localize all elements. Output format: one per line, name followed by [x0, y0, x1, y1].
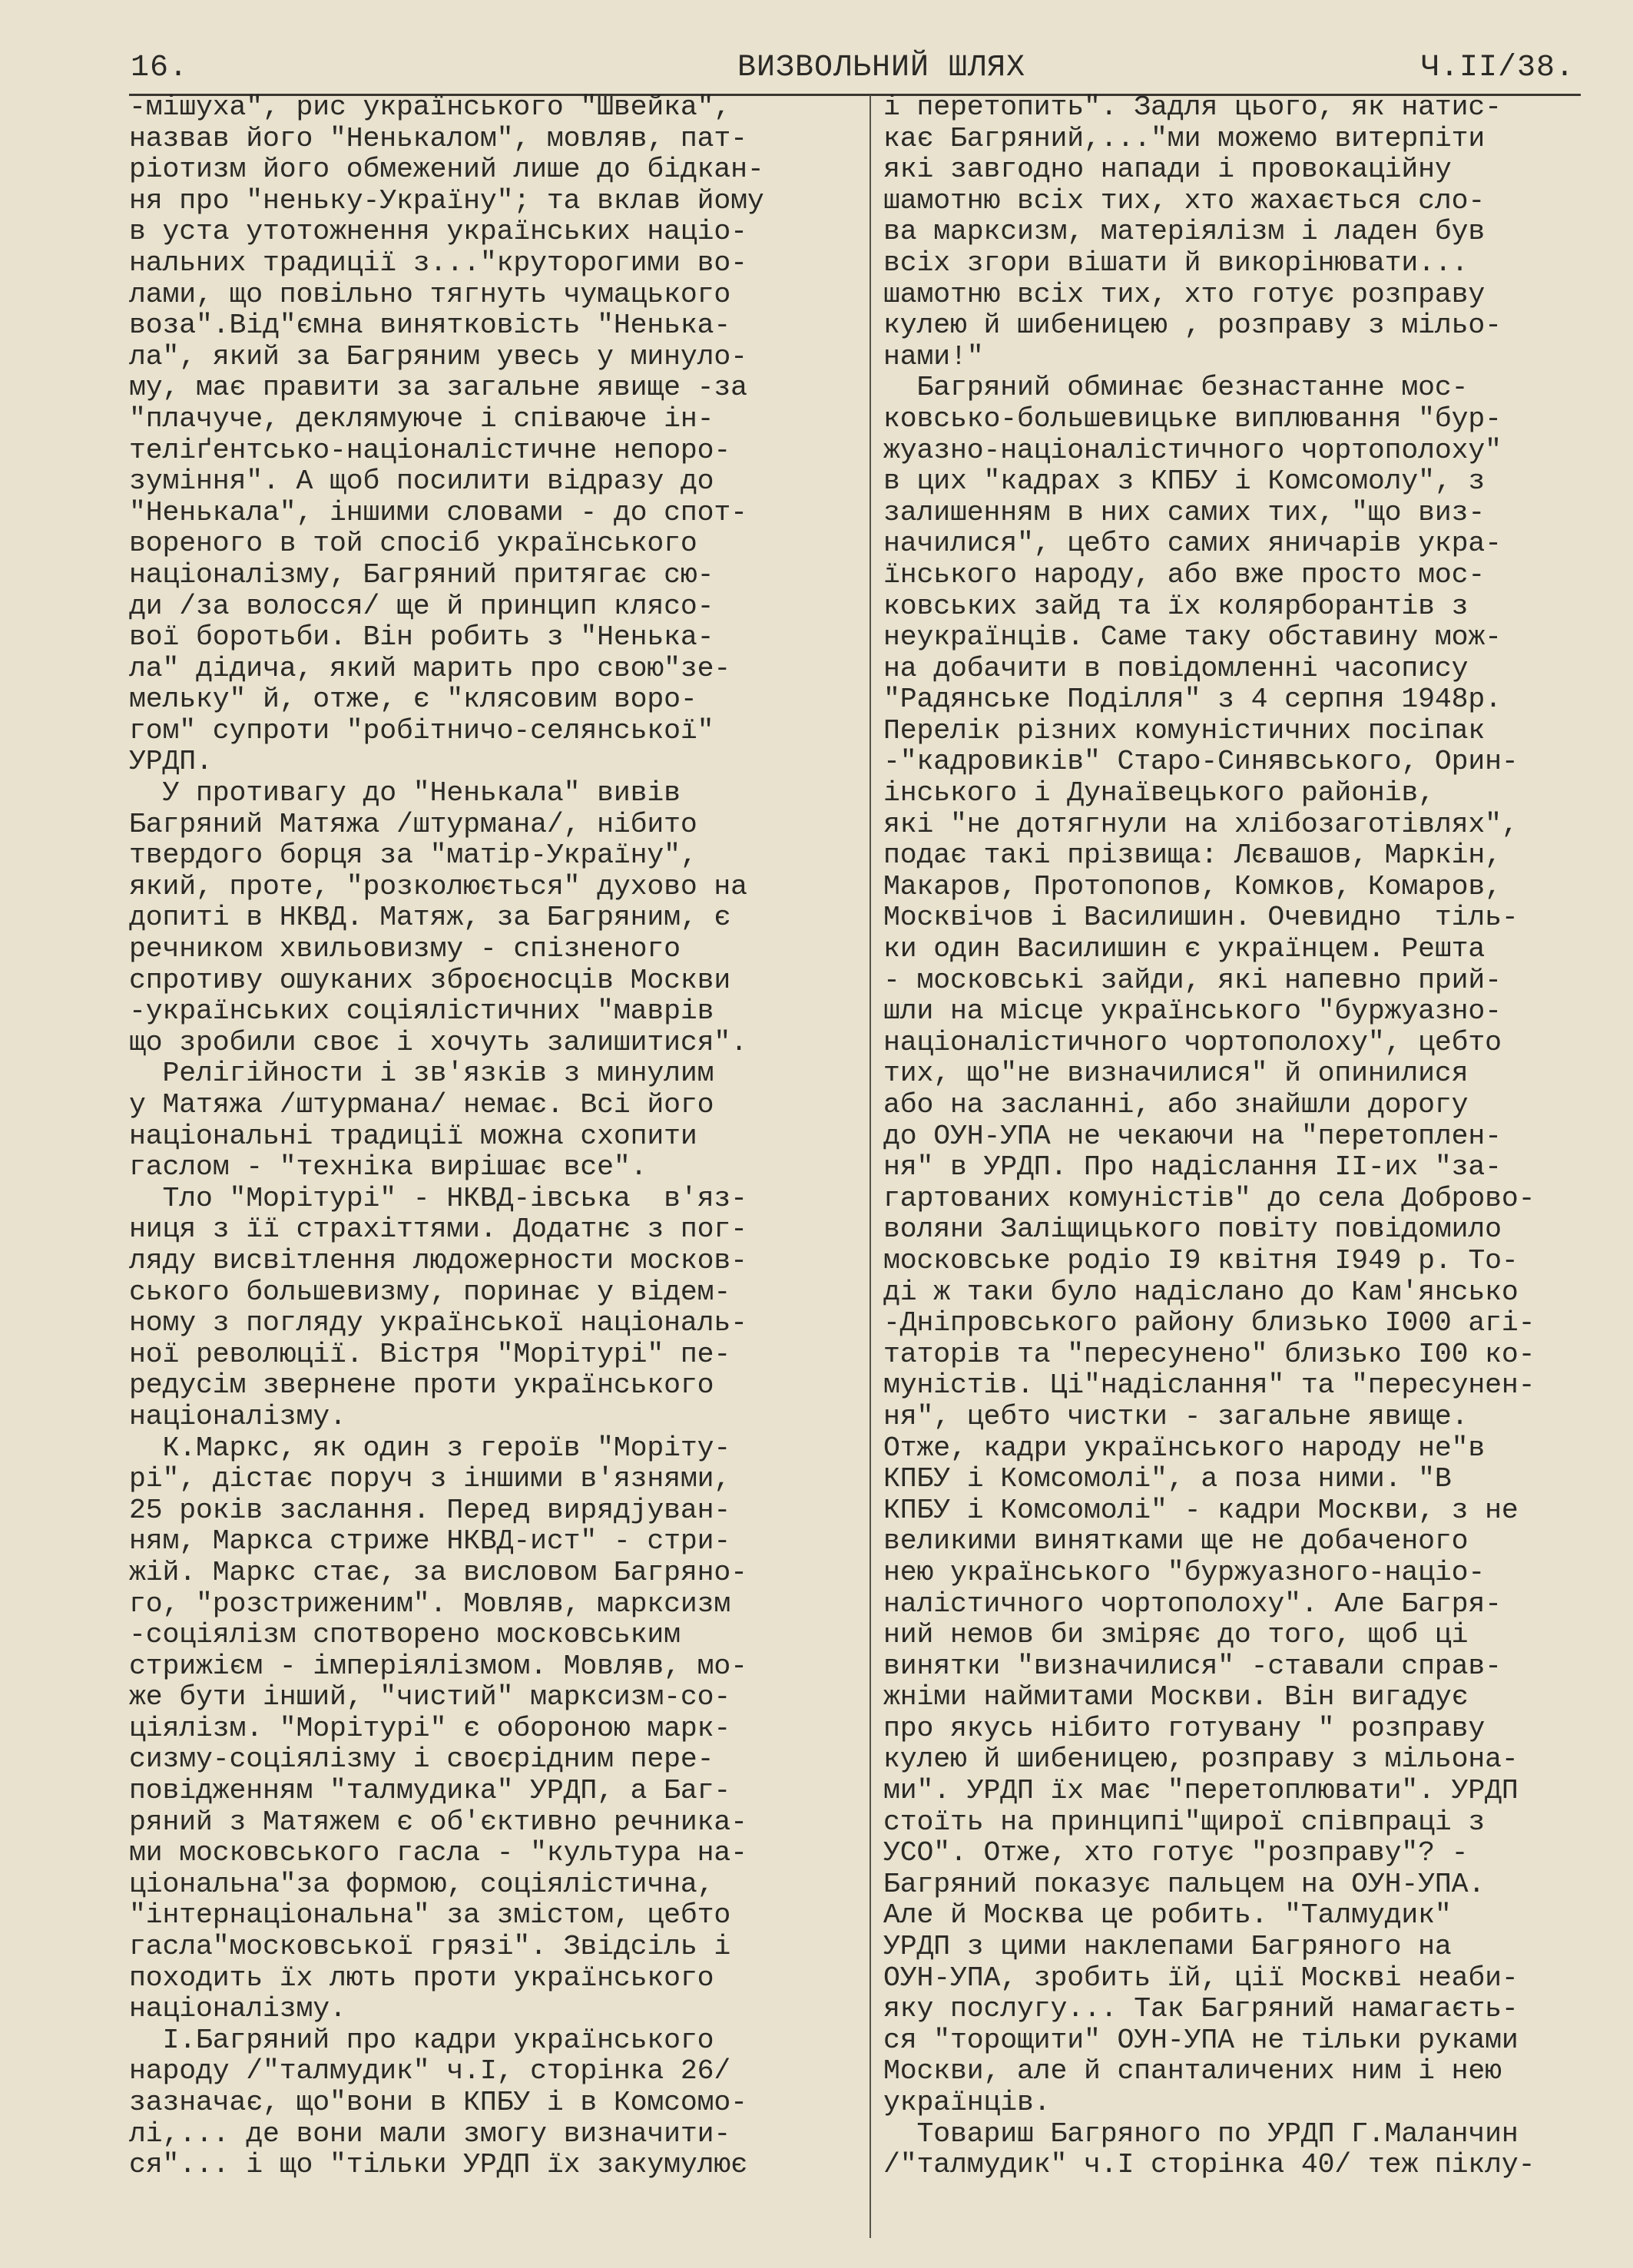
text-line: інського і Дунаївецького районів, — [883, 777, 1435, 810]
text-line: рі", дістає поруч з іншими в'язнями, — [129, 1463, 731, 1495]
text-line: - московські зайди, які напевно прий- — [883, 964, 1502, 996]
text-line: "Ненькала", іншими словами - до спот- — [129, 496, 747, 528]
journal-title: ВИЗВОЛЬНИЙ ШЛЯХ — [737, 51, 1026, 85]
text-line: ського большевизму, поринає у відем- — [129, 1276, 731, 1308]
text-line: подає такі прізвища: Лєвашов, Маркін, — [883, 839, 1502, 872]
text-line: I.Багряний про кадри українського — [129, 2024, 714, 2056]
page-header — [131, 51, 1582, 89]
text-line: Багряний показує пальцем на ОУН-УПА. — [883, 1868, 1486, 1900]
text-line: ний немов би зміряє до того, щоб ці — [883, 1619, 1469, 1651]
text-line: твердого борця за "матір-Україну", — [129, 839, 697, 872]
text-line: Тло "Морітурі" - НКВД-івська в'яз- — [129, 1182, 747, 1214]
text-line: нами!" — [883, 340, 984, 372]
text-line: що зробили своє і хочуть залишитися". — [129, 1026, 747, 1058]
text-line: ціялізм. "Морітурі" є обороною марк- — [129, 1712, 731, 1744]
text-line: лі,... де вони мали змогу визначити- — [129, 2117, 731, 2150]
text-line: "Радянське Поділля" з 4 серпня 1948р. — [883, 684, 1502, 716]
text-line: націоналістичного чортополоху", цебто — [883, 1026, 1502, 1058]
text-line: неукраїнців. Саме таку обставину мож- — [883, 621, 1502, 654]
text-line: -українських соціялістичних "маврів — [129, 995, 714, 1028]
text-line: кулею й шибеницею , розправу з мільо- — [883, 310, 1502, 342]
text-line: Але й Москва це робить. "Талмудик" — [883, 1899, 1452, 1932]
text-line: ної революції. Вістря "Морітурі" пе- — [129, 1338, 731, 1370]
text-line: гартованих комуністів" до села Доброво- — [883, 1182, 1535, 1214]
text-line: ОУН-УПА, зробить їй, ції Москві неаби- — [883, 1962, 1519, 1994]
text-line: нею українського "буржуазного-націо- — [883, 1556, 1486, 1588]
text-line: гасла"московської грязі". Звідсіль і — [129, 1931, 731, 1963]
text-line: сизму-соціялізму і своєрідним пере- — [129, 1743, 714, 1776]
text-line: московське родіо I9 квітня I949 р. То- — [883, 1244, 1519, 1276]
text-line: му, має правити за загальне явище -за — [129, 372, 747, 404]
text-line: налістичного чортополоху". Але Багря- — [883, 1588, 1502, 1620]
text-line: ня" в УРДП. Про надіслання II-их "за- — [883, 1151, 1502, 1184]
text-line: ковських зайд та їх колярборантів з — [883, 590, 1469, 622]
text-line: Багряний обминає безнастанне мос- — [883, 372, 1469, 404]
text-line: таторів та "пересунено" близько I00 ко- — [883, 1338, 1535, 1370]
text-line: редусім звернене проти українського — [129, 1369, 714, 1402]
text-line: вої боротьби. Він робить з "Ненька- — [129, 621, 714, 654]
text-line: тих, що"не визначилися" й опинилися — [883, 1058, 1469, 1090]
text-line: жуазно-націоналістичного чортополоху" — [883, 434, 1502, 466]
text-line: КПБУ і Комсомолі" - кадри Москви, з не — [883, 1494, 1519, 1526]
text-line: ниця з її страхіттями. Додатнє з пог- — [129, 1213, 747, 1246]
text-line: їнського народу, або вже просто мос- — [883, 558, 1486, 591]
text-line: великими винятками ще не добаченого — [883, 1525, 1469, 1558]
text-line: ріотизм його обмежений лише до бідкан- — [129, 154, 764, 186]
text-line: го, "розстриженим". Мовляв, марксизм — [129, 1588, 731, 1620]
text-line: спротиву ошуканих зброєносців Москви — [129, 964, 731, 996]
text-line: залишенням в них самих тих, "що виз- — [883, 496, 1486, 528]
text-line: У противагу до "Ненькала" вивів — [129, 777, 681, 810]
page-number: 16. — [131, 51, 189, 85]
text-line: ва марксизм, матеріялізм і ладен був — [883, 216, 1486, 248]
text-line: УРДП. — [129, 746, 213, 778]
text-line: стрижієм - імперіялізмом. Мовляв, мо- — [129, 1650, 747, 1682]
text-line: -мішуха", рис українського "Швейка", — [129, 91, 731, 123]
text-line: /"талмудик" ч.I сторінка 40/ теж піклу- — [883, 2149, 1535, 2181]
text-line: "плачуче, деклямуюче і співаюче ін- — [129, 402, 714, 435]
text-line: ся "торощити" ОУН-УПА не тільки руками — [883, 2024, 1519, 2056]
text-line: українців. — [883, 2087, 1051, 2118]
text-line: ки один Василишин є українцем. Решта — [883, 933, 1486, 965]
text-line: -соціялізм спотворено московським — [129, 1619, 681, 1651]
text-line: муністів. Ці"надіслання" та "пересунен- — [883, 1369, 1535, 1402]
text-line: -Дніпровського району близько I000 агі- — [883, 1307, 1535, 1339]
text-line: який, проте, "розколюється" духово на — [129, 870, 747, 902]
text-line: Багряний Матяжа /штурмана/, нібито — [129, 808, 697, 840]
text-line: К.Маркс, як один з героїв "Моріту- — [129, 1432, 731, 1464]
left-column — [129, 92, 859, 2181]
text-line: -"кадровиків" Старо-Синявського, Орин- — [883, 746, 1519, 778]
text-line: всіх згори вішати й викорінювати... — [883, 247, 1469, 279]
text-line: зуміння". А щоб посилити відразу до — [129, 465, 714, 498]
text-line: в цих "кадрах з КПБУ і Комсомолу", з — [883, 465, 1486, 498]
text-line: яку послугу... Так Багряний намагаєть- — [883, 1993, 1519, 2025]
text-line: шамотню всіх тих, хто готує розправу — [883, 278, 1486, 310]
text-line: ди /за волосся/ ще й принцип клясо- — [129, 590, 714, 622]
text-line: Отже, кадри українського народу не"в — [883, 1432, 1486, 1464]
text-line: КПБУ і Комсомолі", а поза ними. "В — [883, 1463, 1452, 1495]
text-line: речником хвильовизму - спізненого — [129, 933, 681, 965]
text-line: націоналізму. — [129, 1993, 346, 2025]
text-line: мельку" й, отже, є "клясовим воро- — [129, 684, 697, 716]
text-line: лами, що повільно тягнуть чумацького — [129, 278, 731, 310]
issue-number: Ч.II/38. — [1420, 51, 1575, 85]
text-line: зазначає, що"вони в КПБУ і в Комсомо- — [129, 2087, 747, 2118]
text-line: національні традиції можна схопити — [129, 1120, 697, 1152]
text-line: які "не дотягнули на хлібозаготівлях", — [883, 808, 1519, 840]
text-line: кулею й шибеницею, розправу з мільона- — [883, 1743, 1519, 1776]
text-line: до ОУН-УПА не чекаючи на "перетоплен- — [883, 1120, 1502, 1152]
text-line: стоїть на принципі"щирої співпраці з — [883, 1806, 1486, 1838]
right-column — [883, 92, 1598, 2181]
text-line: воляни Заліщицького повіту повідомило — [883, 1213, 1502, 1246]
text-line: у Матяжа /штурмана/ немає. Всі його — [129, 1089, 714, 1121]
text-line: ковсько-большевицьке виплювання "бур- — [883, 402, 1502, 435]
text-line: ному з погляду української національ- — [129, 1307, 747, 1339]
text-line: націоналізму. — [129, 1400, 346, 1432]
text-line: ся"... і що "тільки УРДП їх закумулює — [129, 2149, 747, 2181]
text-line: УРДП з цими наклепами Багряного на — [883, 1931, 1452, 1963]
text-line: ляду висвітлення людожерности москов- — [129, 1244, 747, 1276]
text-line: шамотню всіх тих, хто жахається сло- — [883, 184, 1486, 217]
text-line: ня", цебто чистки - загальне явище. — [883, 1400, 1469, 1432]
column-divider — [869, 95, 871, 2238]
text-line: і перетопить". Задля цього, як натис- — [883, 91, 1502, 123]
text-line: ла", який за Багряним увесь у минуло- — [129, 340, 747, 372]
text-line: нальних традиції з..."круторогими во- — [129, 247, 747, 279]
text-line: жій. Маркс стає, за висловом Багряно- — [129, 1556, 747, 1588]
text-line: про якусь нібито готувану " розправу — [883, 1712, 1486, 1744]
text-line: вореного в той спосіб українського — [129, 528, 697, 560]
text-line: або на засланні, або знайшли дорогу — [883, 1089, 1469, 1121]
text-line: в уста утотожнення українських націо- — [129, 216, 747, 248]
text-line: націоналізму, Багряний притягає сю- — [129, 558, 714, 591]
text-line: "інтернаціональна" за змістом, цебто — [129, 1899, 731, 1932]
text-line: на добачити в повідомленні часопису — [883, 652, 1469, 684]
text-line: гом" супроти "робітничо-селянської" — [129, 714, 714, 747]
text-line: ням, Маркса стриже НКВД-ист" - стри- — [129, 1525, 731, 1558]
text-line: ді ж таки було надіслано до Кам'янсько — [883, 1276, 1519, 1308]
text-line: походить їх лють проти українського — [129, 1962, 714, 1994]
text-line: Перелік різних комуністичних посіпак — [883, 714, 1486, 747]
text-line: гаслом - "техніка вирішає все". — [129, 1151, 648, 1184]
text-line: Макаров, Протопопов, Комков, Комаров, — [883, 870, 1502, 902]
text-line: назвав його "Ненькалом", мовляв, пат- — [129, 122, 747, 154]
text-line: Товариш Багряного по УРДП Г.Маланчин — [883, 2117, 1519, 2150]
text-line: теліґентсько-націоналістичне непоро- — [129, 434, 731, 466]
text-line: повідженням "талмудика" УРДП, а Баг- — [129, 1775, 731, 1807]
text-line: начилися", цебто самих яничарів укра- — [883, 528, 1502, 560]
text-line: які завгодно напади і провокаційну — [883, 154, 1452, 186]
text-line: воза".Від"ємна винятковість "Ненька- — [129, 310, 731, 342]
text-line: винятки "визначилися" -ставали справ- — [883, 1650, 1502, 1682]
text-line: кає Багряний,..."ми можемо витерпіти — [883, 122, 1486, 154]
text-line: жніми наймитами Москви. Він вигадує — [883, 1681, 1469, 1713]
text-line: ряний з Матяжем є об'єктивно речника- — [129, 1806, 747, 1838]
text-line: ціональна"за формою, соціялістична, — [129, 1868, 714, 1900]
text-line: ми". УРДП їх має "перетоплювати". УРДП — [883, 1775, 1519, 1807]
text-line: ня про "неньку-Україну"; та вклав йому — [129, 184, 764, 217]
text-line: 25 років заслання. Перед вирядjуван- — [129, 1494, 731, 1526]
text-line: Москви, але й спанталичених ним і нею — [883, 2055, 1502, 2088]
text-line: ми московського гасла - "культура на- — [129, 1837, 747, 1869]
text-line: Релігійности і зв'язків з минулим — [129, 1058, 714, 1090]
text-line: ла" дідича, який марить про свою"зе- — [129, 652, 731, 684]
text-line: Москвічов і Василишин. Очевидно тіль- — [883, 902, 1519, 934]
text-line: шли на місце українського "буржуазно- — [883, 995, 1502, 1028]
text-line: же бути інший, "чистий" марксизм-со- — [129, 1681, 731, 1713]
text-line: УСО". Отже, хто готує "розправу"? - — [883, 1837, 1469, 1869]
text-line: допиті в НКВД. Матяж, за Багряним, є — [129, 902, 731, 934]
text-line: народу /"талмудик" ч.I, сторінка 26/ — [129, 2055, 731, 2088]
